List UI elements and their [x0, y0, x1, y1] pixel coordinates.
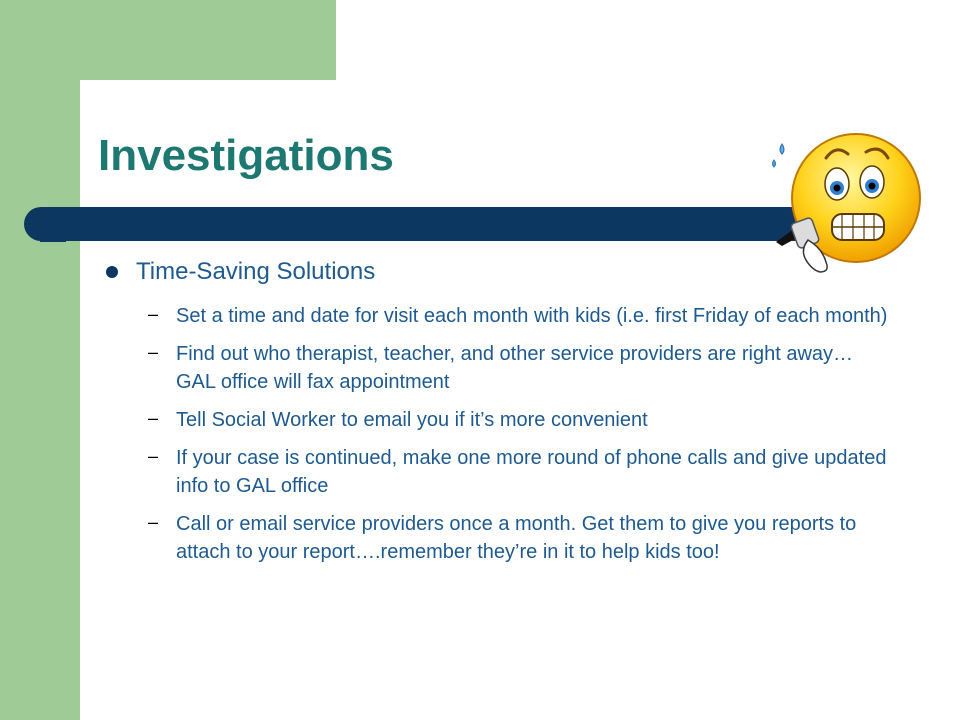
bullet-time-saving — [106, 258, 375, 286]
dash-marker: – — [148, 304, 159, 324]
dash-marker: – — [148, 446, 159, 466]
dash-marker: – — [148, 408, 159, 428]
subbullet-text: Tell Social Worker to email you if it’s more convenient — [176, 409, 648, 431]
subbullet-item — [148, 406, 888, 434]
subbullet-list — [148, 302, 888, 576]
subbullet-item — [148, 302, 888, 330]
title-underline-bar — [24, 207, 814, 241]
subbullet-text: Find out who therapist, teacher, and other service providers are right away…GAL office will fax appointment — [176, 343, 854, 393]
subbullet-item — [148, 510, 888, 566]
worried-smiley-icon — [764, 128, 924, 278]
slide-title: Investigations — [98, 131, 394, 180]
green-left-band — [0, 0, 80, 720]
subbullet-item — [148, 444, 888, 500]
subbullet-text: If your case is continued, make one more round of phone calls and give updated info to GAL office — [176, 447, 887, 497]
subbullet-text: Call or email service providers once a month. Get them to give you reports to attach to your report….remember they’re in it to help kids too! — [176, 513, 857, 563]
dash-marker: – — [148, 512, 159, 532]
bullet-dot-icon — [106, 266, 118, 278]
bar-tab — [40, 230, 66, 242]
bullet-text: Time-Saving Solutions — [136, 258, 376, 285]
green-top-band — [0, 0, 336, 80]
dash-marker: – — [148, 342, 159, 362]
subbullet-text: Set a time and date for visit each month with kids (i.e. first Friday of each month) — [176, 305, 888, 327]
subbullet-item — [148, 340, 888, 396]
